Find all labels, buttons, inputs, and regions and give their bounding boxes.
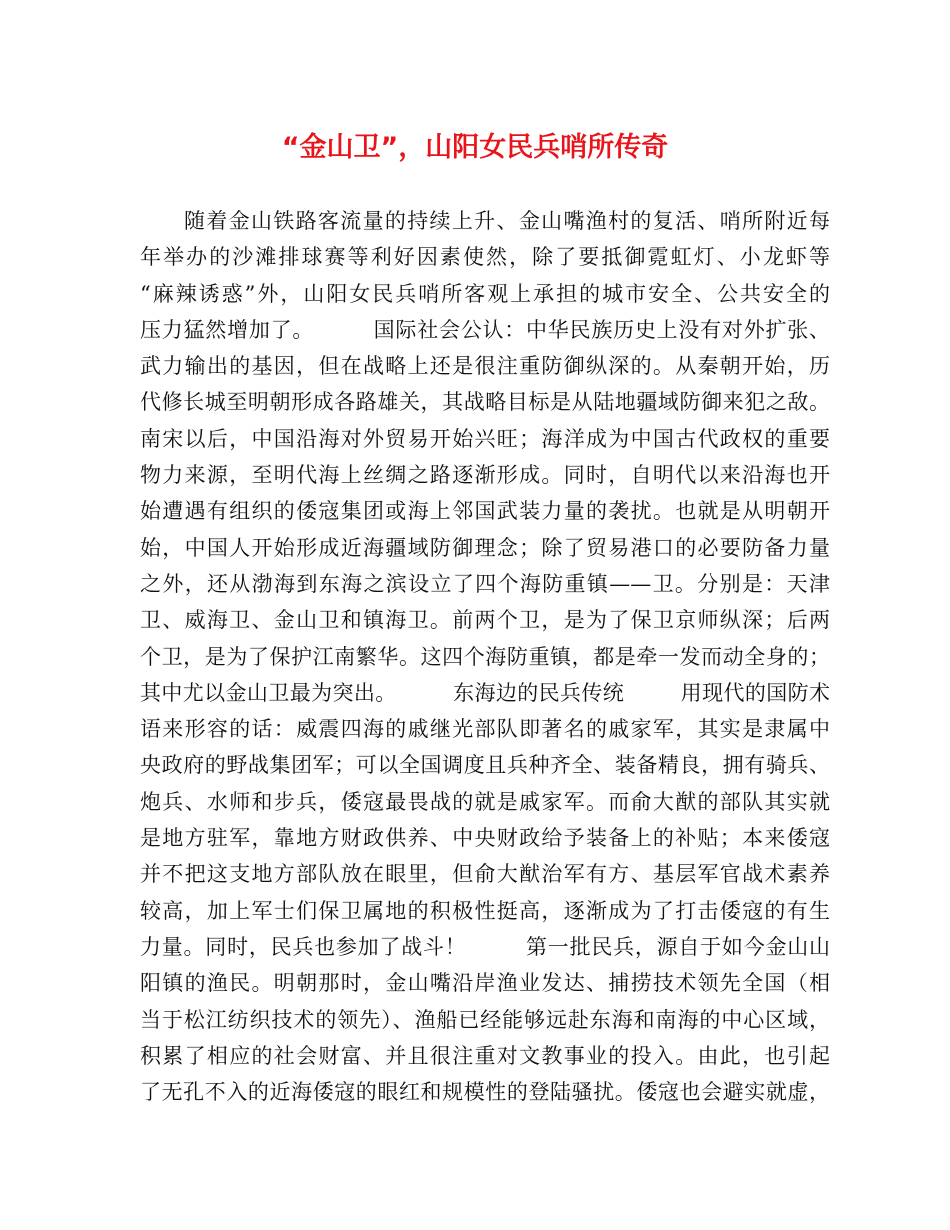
body-line: 阳镇的渔民。明朝那时，金山嘴沿岸渔业发达、捕捞技术领先全国（相 [140,971,830,996]
document-body [140,203,830,1110]
body-line: 始遭遇有组织的倭寇集团或海上邻国武装力量的袭扰。也就是从明朝开 [140,499,830,524]
body-line: 是地方驻军，靠地方财政供养、中央财政给予装备上的补贴；本来倭寇 [140,826,830,851]
body-line: 之外，还从渤海到东海之滨设立了四个海防重镇——卫。分别是：天津 [140,571,830,596]
body-line: 卫、威海卫、金山卫和镇海卫。前两个卫，是为了保卫京师纵深；后两 [140,608,830,633]
body-line: 物力来源，至明代海上丝绸之路逐渐形成。同时，自明代以来沿海也开 [140,463,830,488]
body-line: 并不把这支地方部队放在眼里，但俞大猷治军有方、基层军官战术素养 [140,862,830,887]
body-line: 较高，加上军士们保卫属地的积极性挺高，逐渐成为了打击倭寇的有生 [140,898,830,923]
body-line: 了无孔不入的近海倭寇的眼红和规模性的登陆骚扰。倭寇也会避实就虚， [140,1080,830,1105]
body-line: 当于松江纺织技术的领先）、渔船已经能够远赴东海和南海的中心区域， [140,1007,830,1032]
body-line: 语来形容的话：威震四海的戚继光部队即著名的戚家军，其实是隶属中 [140,717,830,742]
body-line: 武力输出的基因，但在战略上还是很注重防御纵深的。从秦朝开始，历 [140,354,830,379]
body-line: 压力猛然增加了。 国际社会公认：中华民族历史上没有对外扩张、 [140,317,830,342]
body-line: 力量。同时，民兵也参加了战斗！ 第一批民兵，源自于如今金山山 [140,934,830,959]
body-line: “麻辣诱惑”外，山阳女民兵哨所客观上承担的城市安全、公共安全的 [140,281,830,306]
body-line: 央政府的野战集团军；可以全国调度且兵种齐全、装备精良，拥有骑兵、 [140,753,830,778]
body-line: 其中尤以金山卫最为突出。 东海边的民兵传统 用现代的国防术 [140,680,830,705]
body-line: 个卫，是为了保护江南繁华。这四个海防重镇，都是牵一发而动全身的； [140,644,830,669]
body-line: 随着金山铁路客流量的持续上升、金山嘴渔村的复活、哨所附近每 [184,209,830,233]
body-line: 炮兵、水师和步兵，倭寇最畏战的就是戚家军。而俞大猷的部队其实就 [140,789,830,814]
body-line: 积累了相应的社会财富、并且很注重对文教事业的投入。由此，也引起 [140,1043,830,1068]
body-line: 南宋以后，中国沿海对外贸易开始兴旺；海洋成为中国古代政权的重要 [140,426,830,451]
body-line: 年举办的沙滩排球赛等利好因素使然，除了要抵御霓虹灯、小龙虾等 [140,245,830,270]
document-title: “金山卫”，山阳女民兵哨所传奇 [281,132,669,163]
body-line: 代修长城至明朝形成各路雄关，其战略目标是从陆地疆域防御来犯之敌。 [140,390,830,415]
body-line: 始，中国人开始形成近海疆域防御理念；除了贸易港口的必要防备力量 [140,535,830,560]
